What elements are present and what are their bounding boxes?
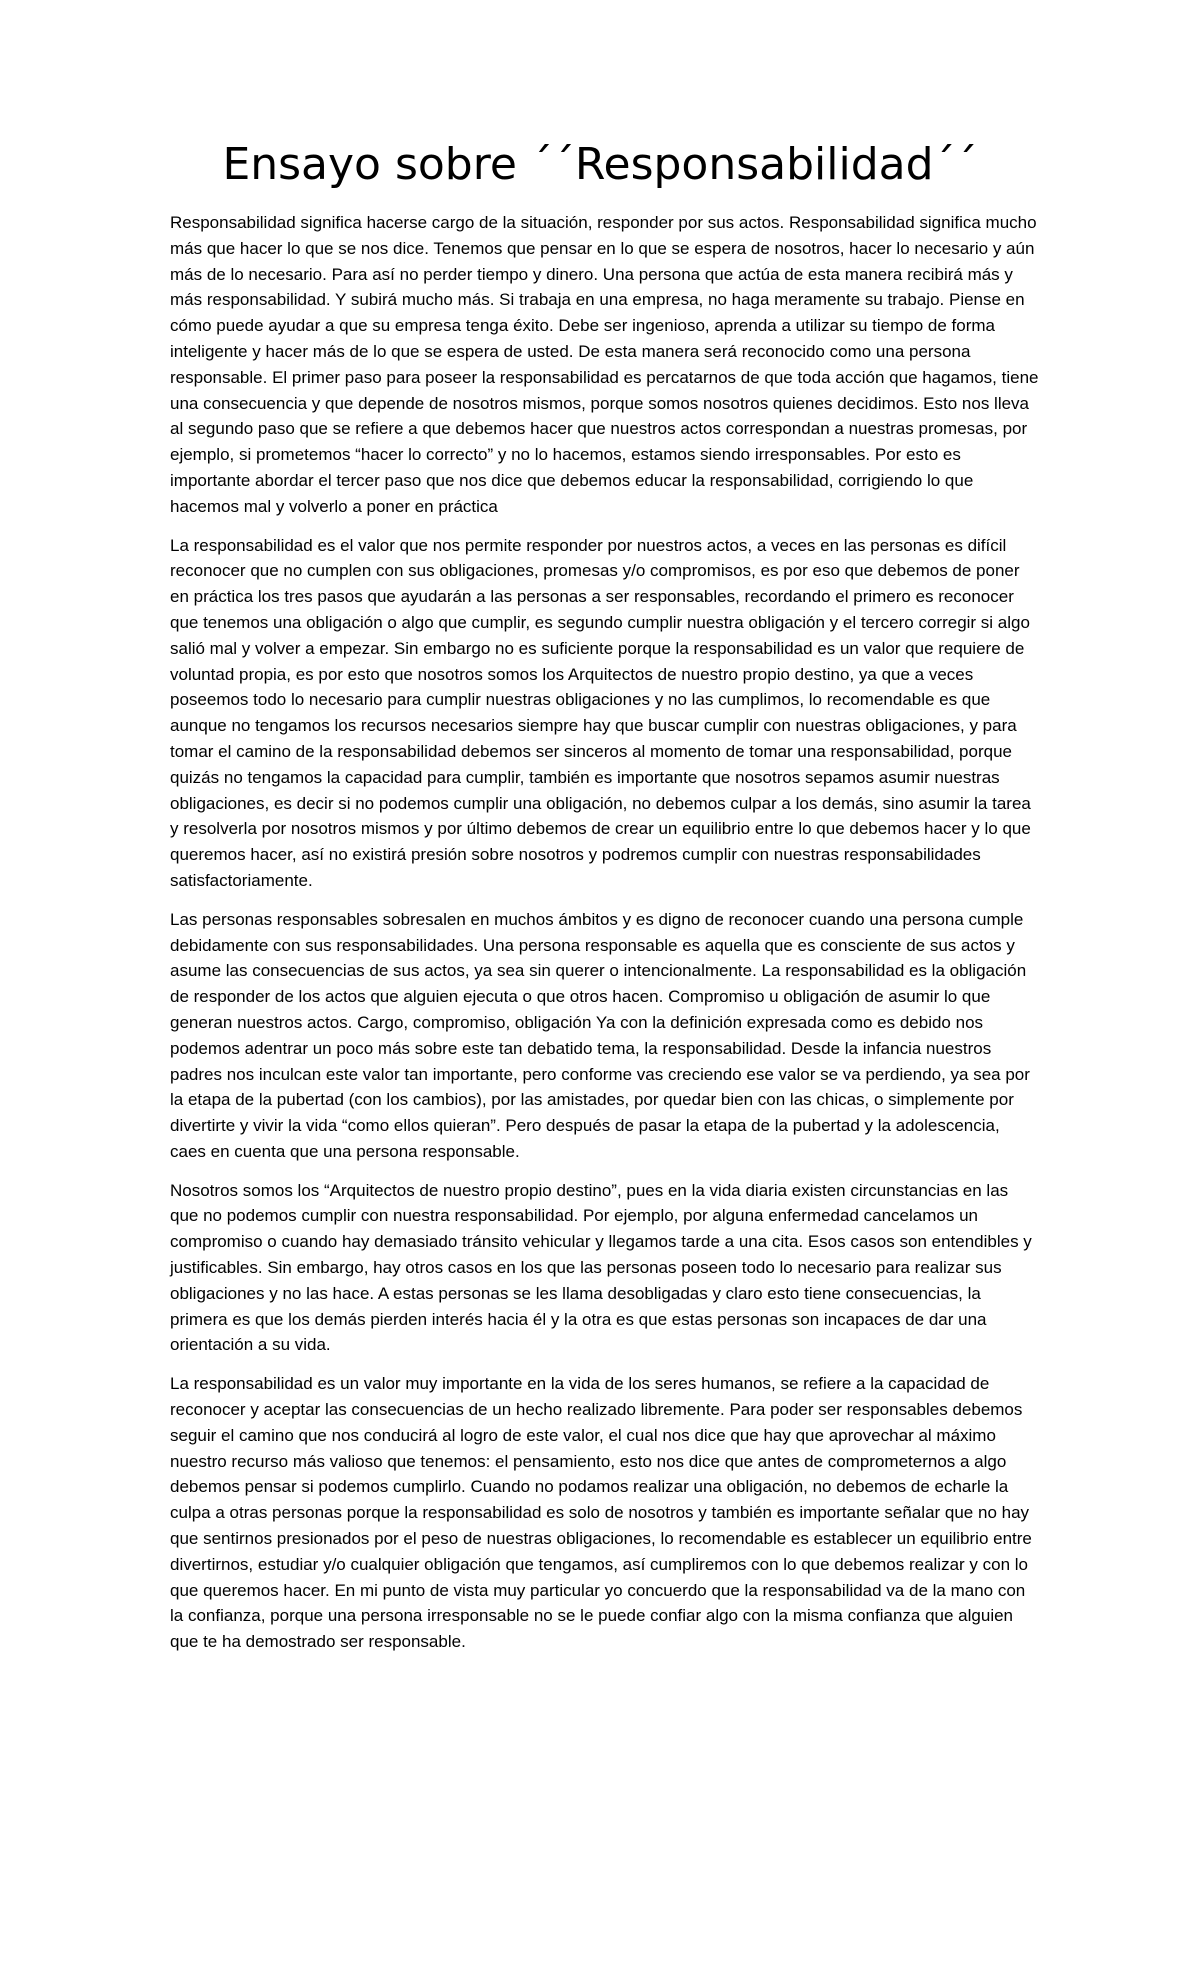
essay-paragraph-4: Nosotros somos los “Arquitectos de nuestro propio destino”, pues en la vida diaria existen circunstancias en las que no podemos cumplir con nuestra responsabilidad. Por ejemplo, por alguna enfermedad cancelamos un compromiso o cuando hay demasiado tránsito vehicular y llegamos tarde a una cita. Esos casos son entendibles y justificables. Sin embargo, hay otros casos en los que las personas poseen todo lo necesario para realizar sus obligaciones y no las hace. A estas personas se les llama desobligadas y claro esto tiene consecuencias, la primera es que los demás pierden interés hacia él y la otra es que estas personas son incapaces de dar una orientación a su vida.: [170, 1180, 1032, 1355]
essay-paragraph-3: Las personas responsables sobresalen en muchos ámbitos y es digno de reconocer cuando una persona cumple debidamente con sus responsabilidades. Una persona responsable es aquella que es consciente de sus actos y asume las consecuencias de sus actos, ya sea sin querer o intencionalmente. La responsabilidad es la obligación de responder de los actos que alguien ejecuta o que otros hacen. Compromiso u obligación de asumir lo que generan nuestros actos. Cargo, compromiso, obligación Ya con la definición expresada como es debido nos podemos adentrar un poco más sobre este tan debatido tema, la responsabilidad. Desde la infancia nuestros padres nos inculcan este valor tan importante, pero conforme vas creciendo ese valor se va perdiendo, ya sea por la etapa de la pubertad (con los cambios), por las amistades, por quedar bien con las chicas, o simplemente por divertirte y vivir la vida “como ellos quieran”. Pero después de pasar la etapa de la pubertad y la adolescencia, caes en cuenta que una persona responsable.: [170, 909, 1030, 1161]
essay-body: [170, 210, 1040, 1668]
essay-paragraph-5: La responsabilidad es un valor muy importante en la vida de los seres humanos, se refiere a la capacidad de reconocer y aceptar las consecuencias de un hecho realizado libremente. Para poder ser responsables debemos seguir el camino que nos conducirá al logro de este valor, el cual nos dice que hay que aprovechar al máximo nuestro recurso más valioso que tenemos: el pensamiento, esto nos dice que antes de comprometernos a algo debemos pensar si podemos cumplirlo. Cuando no podamos realizar una obligación, no debemos de echarle la culpa a otras personas porque la responsabilidad es solo de nosotros y también es importante señalar que no hay que sentirnos presionados por el peso de nuestras obligaciones, lo recomendable es establecer un equilibrio entre divertirnos, estudiar y/o cualquier obligación que tengamos, así cumpliremos con lo que debemos realizar y con lo que queremos hacer. En mi punto de vista muy particular yo concuerdo que la responsabilidad va de la mano con la confianza, porque una persona irresponsable no se le puede confiar algo con la misma confianza que alguien que te ha demostrado ser responsable.: [170, 1374, 1032, 1652]
essay-paragraph-2: La responsabilidad es el valor que nos permite responder por nuestros actos, a veces en las personas es difícil reconocer que no cumplen con sus obligaciones, promesas y/o compromisos, es por eso que debemos de poner en práctica los tres pasos que ayudarán a las personas a ser responsables, recordando el primero es reconocer que tenemos una obligación o algo que cumplir, es segundo cumplir nuestra obligación y el tercero corregir si algo salió mal y volver a empezar. Sin embargo no es suficiente porque la responsabilidad es un valor que requiere de voluntad propia, es por esto que nosotros somos los Arquitectos de nuestro propio destino, ya que a veces poseemos todo lo necesario para cumplir nuestras obligaciones y no las cumplimos, lo recomendable es que aunque no tengamos los recursos necesarios siempre hay que buscar cumplir con nuestras obligaciones, y para tomar el camino de la responsabilidad debemos ser sinceros al momento de tomar una responsabilidad, porque quizás no tengamos la capacidad para cumplir, también es importante que nosotros sepamos asumir nuestras obligaciones, es decir si no podemos cumplir una obligación, no debemos culpar a los demás, sino asumir la tarea y resolverla por nosotros mismos y por último debemos de crear un equilibrio entre lo que debemos hacer y lo que queremos hacer, así no existirá presión sobre nosotros y podremos cumplir con nuestras responsabilidades satisfactoriamente.: [170, 535, 1031, 890]
essay-paragraph-1: Responsabilidad significa hacerse cargo de la situación, responder por sus actos. Responsabilidad significa mucho más que hacer lo que se nos dice. Tenemos que pensar en lo que se espera de nosotros, hacer lo necesario y aún más de lo necesario. Para así no perder tiempo y dinero. Una persona que actúa de esta manera recibirá más y más responsabilidad. Y subirá mucho más. Si trabaja en una empresa, no haga meramente su trabajo. Piense en cómo puede ayudar a que su empresa tenga éxito. Debe ser ingenioso, aprenda a utilizar su tiempo de forma inteligente y hacer más de lo que se espera de usted. De esta manera será reconocido como una persona responsable. El primer paso para poseer la responsabilidad es percatarnos de que toda acción que hagamos, tiene una consecuencia y que depende de nosotros mismos, porque somos nosotros quienes decidimos. Esto nos lleva al segundo paso que se refiere a que debemos hacer que nuestros actos correspondan a nuestras promesas, por ejemplo, si prometemos “hacer lo correcto” y no lo hacemos, estamos siendo irresponsables. Por esto es importante abordar el tercer paso que nos dice que debemos educar la responsabilidad, corrigiendo lo que hacemos mal y volverlo a poner en práctica: [170, 213, 1039, 516]
essay-title: Ensayo sobre ´´Responsabilidad´´: [222, 139, 978, 190]
